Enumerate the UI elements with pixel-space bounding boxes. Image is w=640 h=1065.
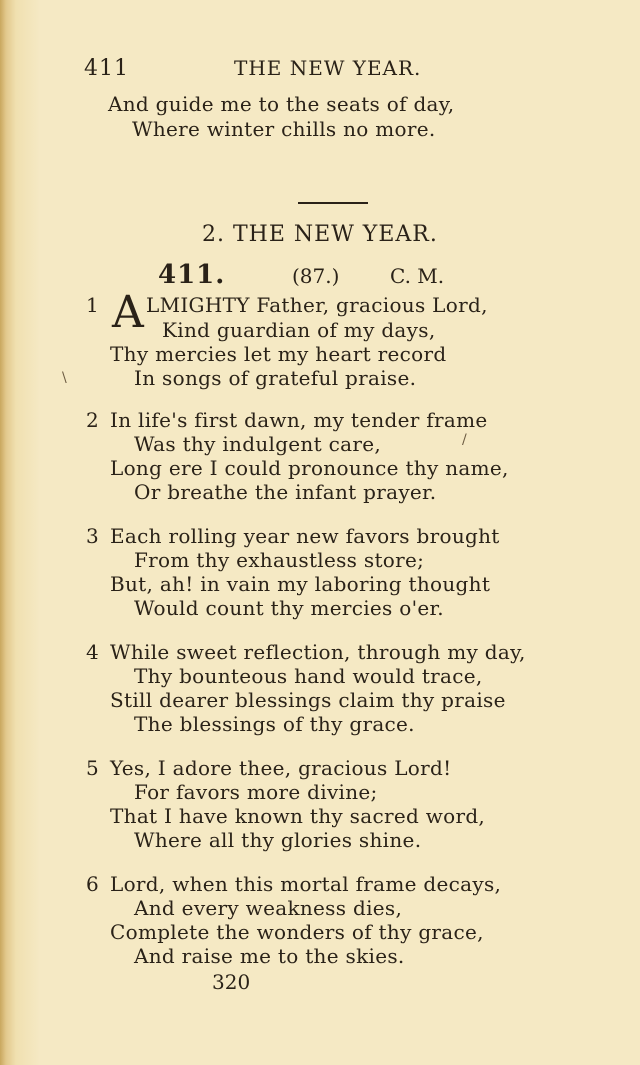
carryover-line: Where winter chills no more.	[132, 117, 436, 141]
stanza-number: 5	[86, 756, 99, 780]
hymn-meter: C. M.	[390, 264, 445, 288]
stanza-line: The blessings of thy grace.	[134, 712, 415, 736]
stanza-number: 1	[86, 293, 99, 317]
stanza-line: Where all thy glories shine.	[134, 828, 422, 852]
page-number: 320	[212, 970, 251, 994]
stanza-line: LMIGHTY Father, gracious Lord,	[146, 293, 488, 317]
header-hymn-number: 411	[84, 56, 129, 81]
section-title: 2. THE NEW YEAR.	[202, 222, 438, 247]
stanza-line: Yes, I adore thee, gracious Lord!	[110, 756, 452, 780]
stanza-line: That I have known thy sacred word,	[110, 804, 486, 828]
carryover-line: And guide me to the seats of day,	[108, 92, 455, 116]
stanza-line: Each rolling year new favors brought	[110, 524, 500, 548]
stanza-line: Thy mercies let my heart record	[110, 342, 447, 366]
hymn-tune: (87.)	[292, 264, 340, 288]
stanza-line: And every weakness dies,	[134, 896, 403, 920]
drop-cap: A	[112, 287, 144, 338]
stanza-number: 2	[86, 408, 99, 432]
ink-speck: \	[62, 370, 67, 386]
stanza-line: Would count thy mercies o'er.	[134, 596, 444, 620]
stanza-line: Lord, when this mortal frame decays,	[110, 872, 502, 896]
stanza-number: 3	[86, 524, 99, 548]
stanza-line: For favors more divine;	[134, 780, 378, 804]
stanza-line: And raise me to the skies.	[134, 944, 405, 968]
stanza-line: Was thy indulgent care,	[134, 432, 381, 456]
stanza-line: But, ah! in vain my laboring thought	[110, 572, 491, 596]
section-divider	[298, 202, 368, 204]
hymn-number: 411.	[158, 260, 226, 290]
running-title: THE NEW YEAR.	[234, 56, 422, 80]
stanza-line: In songs of grateful praise.	[134, 366, 417, 390]
stanza-line: Kind guardian of my days,	[162, 318, 436, 342]
stanza-line: Complete the wonders of thy grace,	[110, 920, 484, 944]
stanza-number: 4	[86, 640, 99, 664]
stanza-line: In life's first dawn, my tender frame	[110, 408, 488, 432]
stanza-number: 6	[86, 872, 99, 896]
ink-speck: /	[462, 432, 467, 448]
stanza-line: From thy exhaustless store;	[134, 548, 425, 572]
stanza-line: Or breathe the infant prayer.	[134, 480, 437, 504]
stanza-line: Still dearer blessings claim thy praise	[110, 688, 506, 712]
stanza-line: Thy bounteous hand would trace,	[134, 664, 483, 688]
stanza-line: While sweet reflection, through my day,	[110, 640, 526, 664]
stanza-line: Long ere I could pronounce thy name,	[110, 456, 509, 480]
